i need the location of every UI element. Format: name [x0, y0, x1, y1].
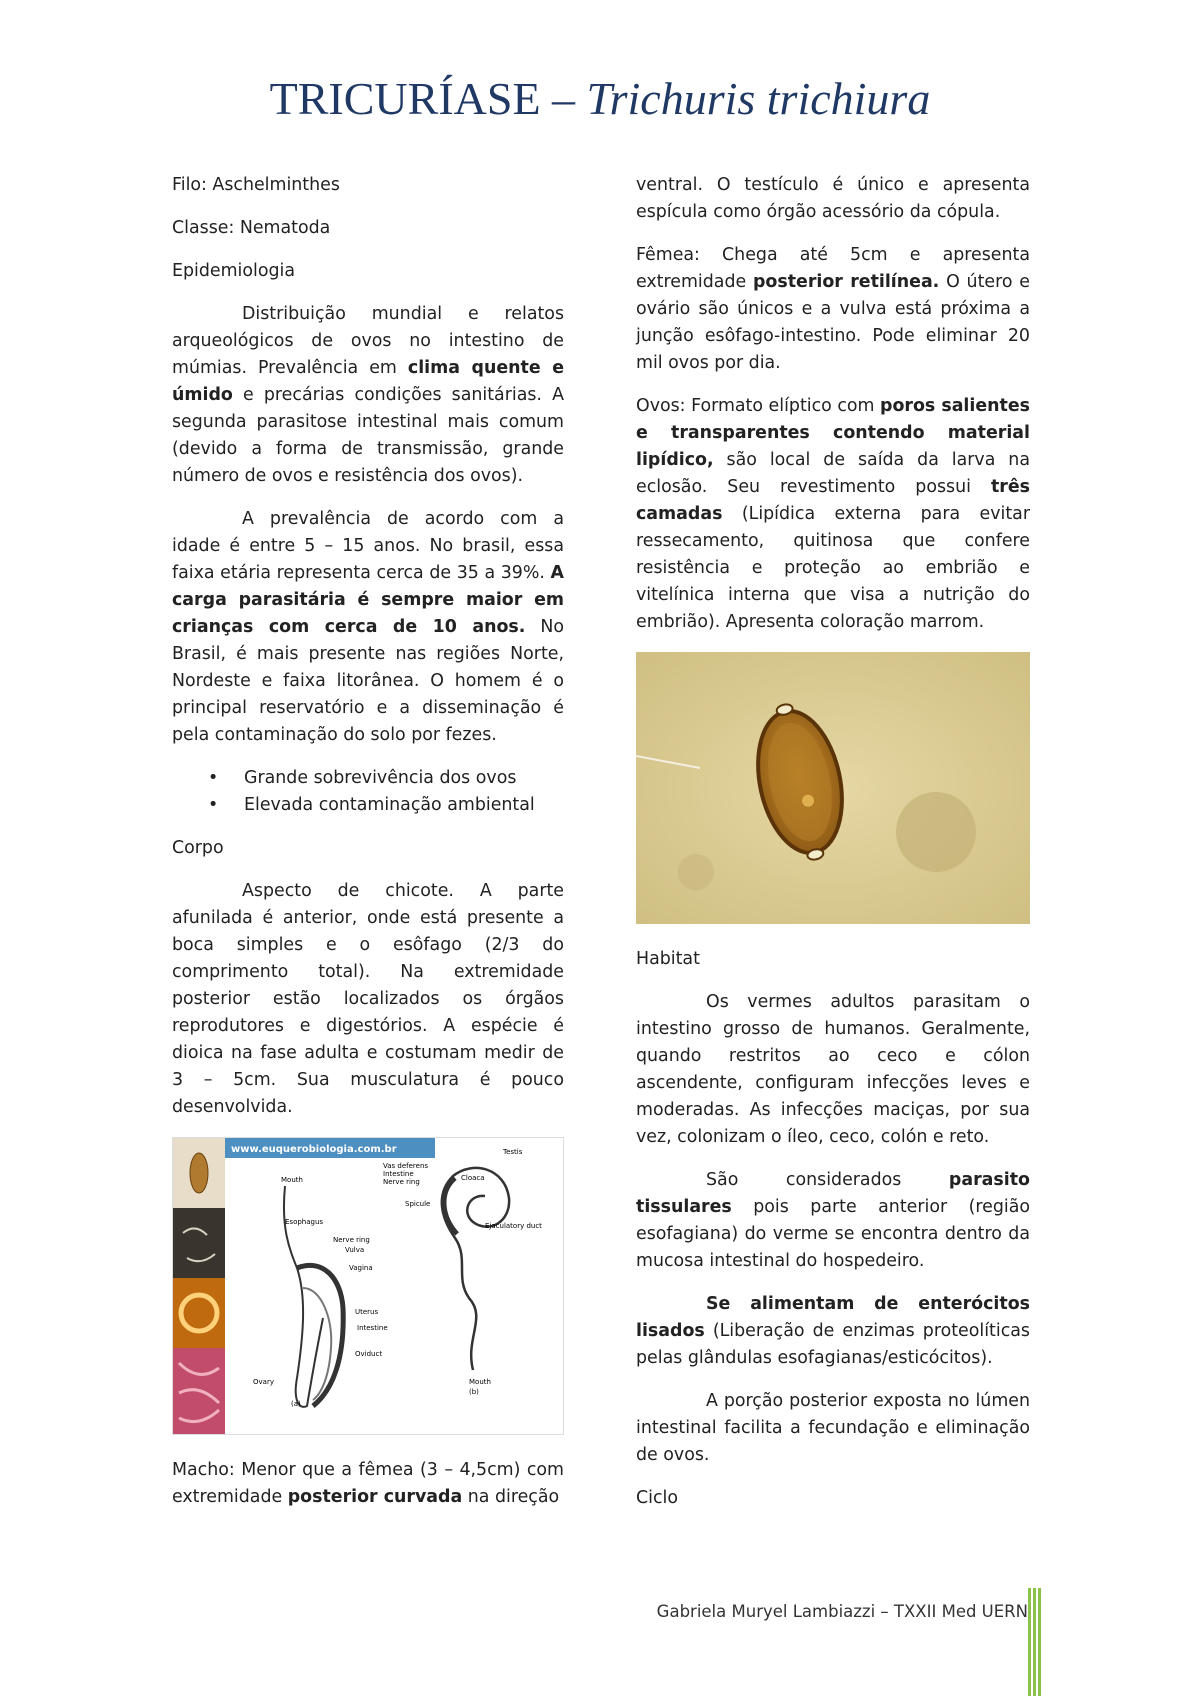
habitat-paragraph-3: Se alimentam de enterócitos lisados (Liberação de enzimas proteolíticas pelas glândulas esofagianas/esticócitos).: [636, 1294, 1030, 1368]
epidemiologia-heading: Epidemiologia: [172, 261, 296, 281]
macho-continuation: ventral. O testículo é único e apresenta espícula como órgão acessório da cópula.: [636, 175, 1030, 222]
footer-accent-bars: [1028, 1588, 1042, 1696]
svg-text:Uterus: Uterus: [355, 1308, 379, 1316]
egg-micrograph: [636, 652, 1030, 924]
title-main: TRICURÍASE –: [269, 73, 587, 124]
svg-text:Vas deferens: Vas deferens: [383, 1162, 429, 1170]
svg-text:Intestine: Intestine: [357, 1324, 388, 1332]
epidemiologia-paragraph-1: Distribuição mundial e relatos arqueológicos de ovos no intestino de múmias. Prevalência em clima quente e úmido e precárias condições sanitárias. A segunda parasitose intestinal mais comum (devido a forma de transmissão, grande número de ovos e resistência dos ovos).: [172, 304, 565, 486]
site-url: www.euquerobiologia.com.br: [231, 1144, 397, 1155]
svg-text:Mouth: Mouth: [469, 1378, 491, 1386]
svg-text:Spicule: Spicule: [405, 1200, 431, 1208]
svg-text:Vulva: Vulva: [345, 1246, 365, 1254]
corpo-heading: Corpo: [172, 838, 224, 858]
bullet-list: [172, 765, 564, 819]
right-column: [636, 172, 1030, 1528]
svg-text:Oviduct: Oviduct: [355, 1350, 383, 1358]
ciclo-heading: Ciclo: [636, 1488, 679, 1508]
svg-text:Ovary: Ovary: [253, 1378, 274, 1386]
worm-anatomy-figure: [172, 1137, 564, 1435]
worms-thumbnail: [173, 1208, 225, 1278]
femea-paragraph: Fêmea: Chega até 5cm e apresenta extremidade posterior retilínea. O útero e ovário são únicos e a vulva está próxima a junção esôfago-intestino. Pode eliminar 20 mil ovos por dia.: [636, 245, 1030, 373]
title-scientific: Trichuris trichiura: [586, 73, 931, 124]
epidemiologia-paragraph-2: A prevalência de acordo com a idade é entre 5 – 15 anos. No brasil, essa faixa etária representa cerca de 35 a 39%. A carga parasitária é sempre maior em crianças com cerca de 10 anos. No Brasil, é mais presente nas regiões Norte, Nordeste e faixa litorânea. O homem é o principal reservatório e a disseminação é pela contaminação do solo por fezes.: [172, 509, 564, 745]
male-worm: [442, 1168, 509, 1370]
svg-text:Vagina: Vagina: [349, 1264, 373, 1272]
left-column: [172, 172, 564, 1527]
classe-line: Classe: Nematoda: [172, 218, 331, 238]
svg-text:Mouth: Mouth: [281, 1176, 303, 1184]
footer-author: Gabriela Muryel Lambiazzi – TXXII Med UERN: [656, 1602, 1028, 1621]
anatomy-diagram: [173, 1138, 564, 1435]
svg-text:Ejaculatory duct: Ejaculatory duct: [485, 1222, 542, 1230]
svg-text:Testis: Testis: [503, 1148, 523, 1156]
habitat-paragraph-4: A porção posterior exposta no lúmen intestinal facilita a fecundação e eliminação de ovos.: [636, 1391, 1030, 1465]
habitat-paragraph-1: Os vermes adultos parasitam o intestino grosso de humanos. Geralmente, quando restritos ao ceco e cólon ascendente, configuram infecções leves e moderadas. As infecções maciças, por sua vez, colonizam o íleo, ceco, colón e reto.: [636, 992, 1030, 1147]
svg-text:(b): (b): [469, 1388, 479, 1396]
habitat-paragraph-2: São considerados parasito tissulares pois parte anterior (região esofagiana) do verme se encontra dentro da mucosa intestinal do hospedeiro.: [636, 1170, 1030, 1271]
filo-line: Filo: Aschelminthes: [172, 175, 340, 195]
macho-paragraph: Macho: Menor que a fêmea (3 – 4,5cm) com extremidade posterior curvada na direção: [172, 1460, 564, 1507]
svg-text:Intestine: Intestine: [383, 1170, 414, 1178]
corpo-paragraph: Aspecto de chicote. A parte afunilada é anterior, onde está presente a boca simples e o esôfago (2/3 do comprimento total). Na extremidade posterior estão localizados os órgãos reprodutores e digestórios. A espécie é dioica na fase adulta e costumam medir de 3 – 5cm. Sua musculatura é pouco desenvolvida.: [172, 881, 564, 1117]
svg-text:(a): (a): [291, 1400, 301, 1408]
svg-text:Nerve ring: Nerve ring: [333, 1236, 370, 1244]
svg-text:Nerve ring: Nerve ring: [383, 1178, 420, 1186]
svg-text:Cloaca: Cloaca: [461, 1174, 485, 1182]
page-title: [0, 72, 1200, 125]
ovos-paragraph: Ovos: Formato elíptico com poros salientes e transparentes contendo material lipídico, são local de saída da larva na eclosão. Seu revestimento possui três camadas (Lipídica externa para evitar ressecamento, quitinosa que confere resistência e proteção ao embrião e vitelínica interna que visa a nutrição do embrião). Apresenta coloração marrom.: [636, 396, 1030, 632]
habitat-heading: Habitat: [636, 949, 700, 969]
svg-text:Esophagus: Esophagus: [285, 1218, 324, 1226]
list-item: • Grande sobrevivência dos ovos: [244, 765, 564, 792]
list-item: • Elevada contaminação ambiental: [244, 792, 564, 819]
